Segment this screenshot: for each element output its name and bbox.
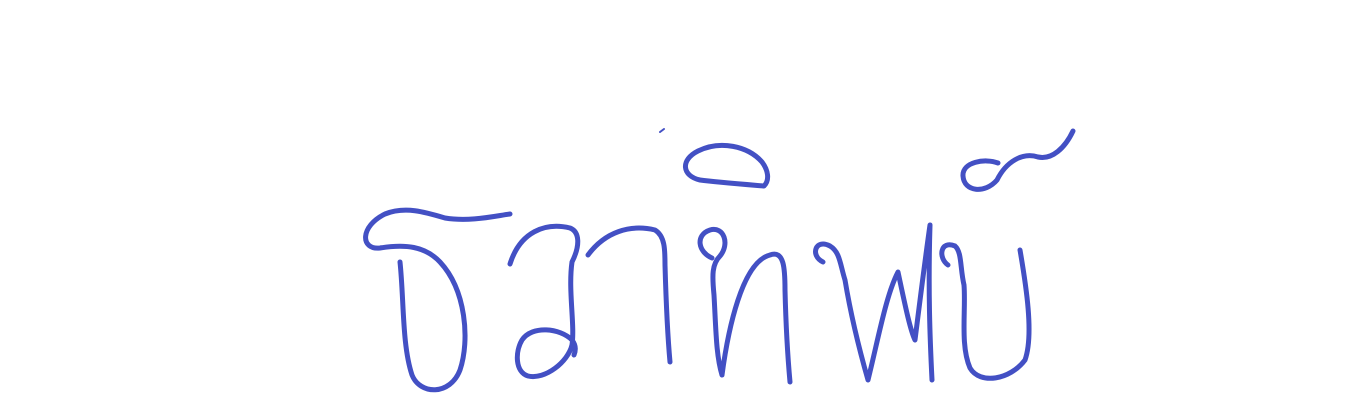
glyph-pho-phan [816,225,932,380]
glyph-yo-yak [942,245,1029,379]
glyph-sara-i [685,145,767,186]
glyph-sara-aa [588,228,670,362]
glyph-ro-ruea [510,226,578,376]
glyph-tho-thong [366,210,510,390]
glyph-thanthakhat [963,131,1073,189]
glyph-tho-thahan [700,229,790,382]
ink-speck [660,129,664,132]
